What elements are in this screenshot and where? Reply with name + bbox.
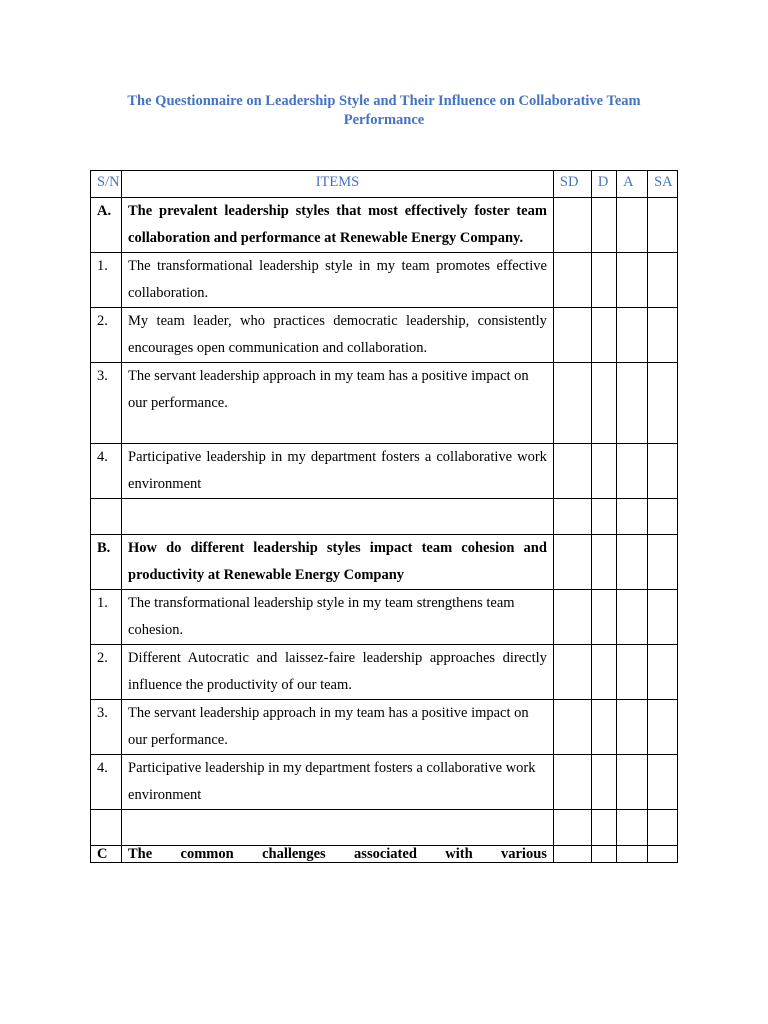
item-text: The transformational leadership style in my team strengthens team cohesion. — [122, 590, 554, 645]
item-text: Participative leadership in my department fosters a collaborative work environment — [122, 755, 554, 810]
rating-cell-sd[interactable] — [553, 363, 591, 444]
row-number: 4. — [91, 444, 122, 499]
rating-cell-a[interactable] — [617, 810, 648, 846]
rating-cell-sd[interactable] — [553, 700, 591, 755]
rating-cell-a[interactable] — [617, 645, 648, 700]
rating-cell-sd[interactable] — [553, 645, 591, 700]
rating-cell-sa[interactable] — [648, 253, 678, 308]
rating-cell-sa[interactable] — [648, 535, 678, 590]
row-number: 4. — [91, 755, 122, 810]
rating-cell-d[interactable] — [591, 755, 616, 810]
item-text: The transformational leadership style in my team promotes effective collaboration. — [122, 253, 554, 308]
row-number: 2. — [91, 645, 122, 700]
rating-cell-sa[interactable] — [648, 444, 678, 499]
rating-cell-a[interactable] — [617, 700, 648, 755]
header-a: A — [617, 171, 648, 198]
rating-cell-sd[interactable] — [553, 846, 591, 863]
rating-cell-sa[interactable] — [648, 308, 678, 363]
section-row-a — [91, 198, 678, 253]
row-number — [91, 499, 122, 535]
table-row — [91, 645, 678, 700]
row-number: B. — [91, 535, 122, 590]
rating-cell-d[interactable] — [591, 535, 616, 590]
section-heading: The common challenges associated with various — [122, 846, 554, 863]
header-sd: SD — [553, 171, 591, 198]
rating-cell-sa[interactable] — [648, 846, 678, 863]
rating-cell-a[interactable] — [617, 846, 648, 863]
table-row — [91, 755, 678, 810]
rating-cell-a[interactable] — [617, 444, 648, 499]
rating-cell-a[interactable] — [617, 198, 648, 253]
header-items: ITEMS — [122, 171, 554, 198]
row-number: C — [91, 846, 122, 863]
rating-cell-sa[interactable] — [648, 645, 678, 700]
item-text: My team leader, who practices democratic leadership, consistently encourages open communication and collaboration. — [122, 308, 554, 363]
item-text — [122, 810, 554, 846]
row-number: 3. — [91, 363, 122, 444]
rating-cell-sd[interactable] — [553, 755, 591, 810]
row-number — [91, 810, 122, 846]
item-text: The servant leadership approach in my team has a positive impact on our performance. — [122, 700, 554, 755]
rating-cell-a[interactable] — [617, 590, 648, 645]
rating-cell-d[interactable] — [591, 700, 616, 755]
table-row — [91, 253, 678, 308]
rating-cell-d[interactable] — [591, 499, 616, 535]
row-number: A. — [91, 198, 122, 253]
row-number: 3. — [91, 700, 122, 755]
document-title: The Questionnaire on Leadership Style and Their Influence on Collaborative Team Performance — [127, 93, 641, 128]
rating-cell-d[interactable] — [591, 645, 616, 700]
rating-cell-sa[interactable] — [648, 499, 678, 535]
rating-cell-d[interactable] — [591, 363, 616, 444]
rating-cell-sd[interactable] — [553, 590, 591, 645]
item-text — [122, 499, 554, 535]
header-row — [91, 171, 678, 198]
rating-cell-a[interactable] — [617, 535, 648, 590]
rating-cell-a[interactable] — [617, 755, 648, 810]
table-row — [91, 590, 678, 645]
item-text: The servant leadership approach in my team has a positive impact on our performance. — [122, 363, 554, 444]
section-row-c — [91, 846, 678, 863]
rating-cell-sd[interactable] — [553, 810, 591, 846]
rating-cell-sa[interactable] — [648, 363, 678, 444]
questionnaire-table — [90, 170, 678, 863]
rating-cell-sa[interactable] — [648, 810, 678, 846]
header-sa: SA — [648, 171, 678, 198]
table-row — [91, 700, 678, 755]
blank-row — [91, 499, 678, 535]
row-number: 1. — [91, 253, 122, 308]
header-sn: S/N — [91, 171, 122, 198]
rating-cell-sd[interactable] — [553, 499, 591, 535]
table-row — [91, 363, 678, 444]
rating-cell-d[interactable] — [591, 308, 616, 363]
table-row — [91, 308, 678, 363]
rating-cell-a[interactable] — [617, 308, 648, 363]
row-number: 1. — [91, 590, 122, 645]
header-d: D — [591, 171, 616, 198]
rating-cell-sd[interactable] — [553, 198, 591, 253]
row-number: 2. — [91, 308, 122, 363]
rating-cell-sa[interactable] — [648, 700, 678, 755]
rating-cell-sa[interactable] — [648, 755, 678, 810]
rating-cell-sd[interactable] — [553, 253, 591, 308]
rating-cell-a[interactable] — [617, 253, 648, 308]
rating-cell-sa[interactable] — [648, 590, 678, 645]
rating-cell-d[interactable] — [591, 846, 616, 863]
rating-cell-d[interactable] — [591, 253, 616, 308]
rating-cell-a[interactable] — [617, 499, 648, 535]
section-row-b — [91, 535, 678, 590]
item-text: Participative leadership in my department fosters a collaborative work environment — [122, 444, 554, 499]
rating-cell-d[interactable] — [591, 198, 616, 253]
rating-cell-sa[interactable] — [648, 198, 678, 253]
rating-cell-d[interactable] — [591, 810, 616, 846]
rating-cell-d[interactable] — [591, 444, 616, 499]
rating-cell-d[interactable] — [591, 590, 616, 645]
rating-cell-sd[interactable] — [553, 308, 591, 363]
rating-cell-sd[interactable] — [553, 444, 591, 499]
item-text: Different Autocratic and laissez-faire leadership approaches directly influence the productivity of our team. — [122, 645, 554, 700]
blank-row — [91, 810, 678, 846]
section-heading: How do different leadership styles impact team cohesion and productivity at Renewable Energy Company — [122, 535, 554, 590]
table-row — [91, 444, 678, 499]
rating-cell-sd[interactable] — [553, 535, 591, 590]
section-heading: The prevalent leadership styles that most effectively foster team collaboration and performance at Renewable Energy Company. — [122, 198, 554, 253]
rating-cell-a[interactable] — [617, 363, 648, 444]
